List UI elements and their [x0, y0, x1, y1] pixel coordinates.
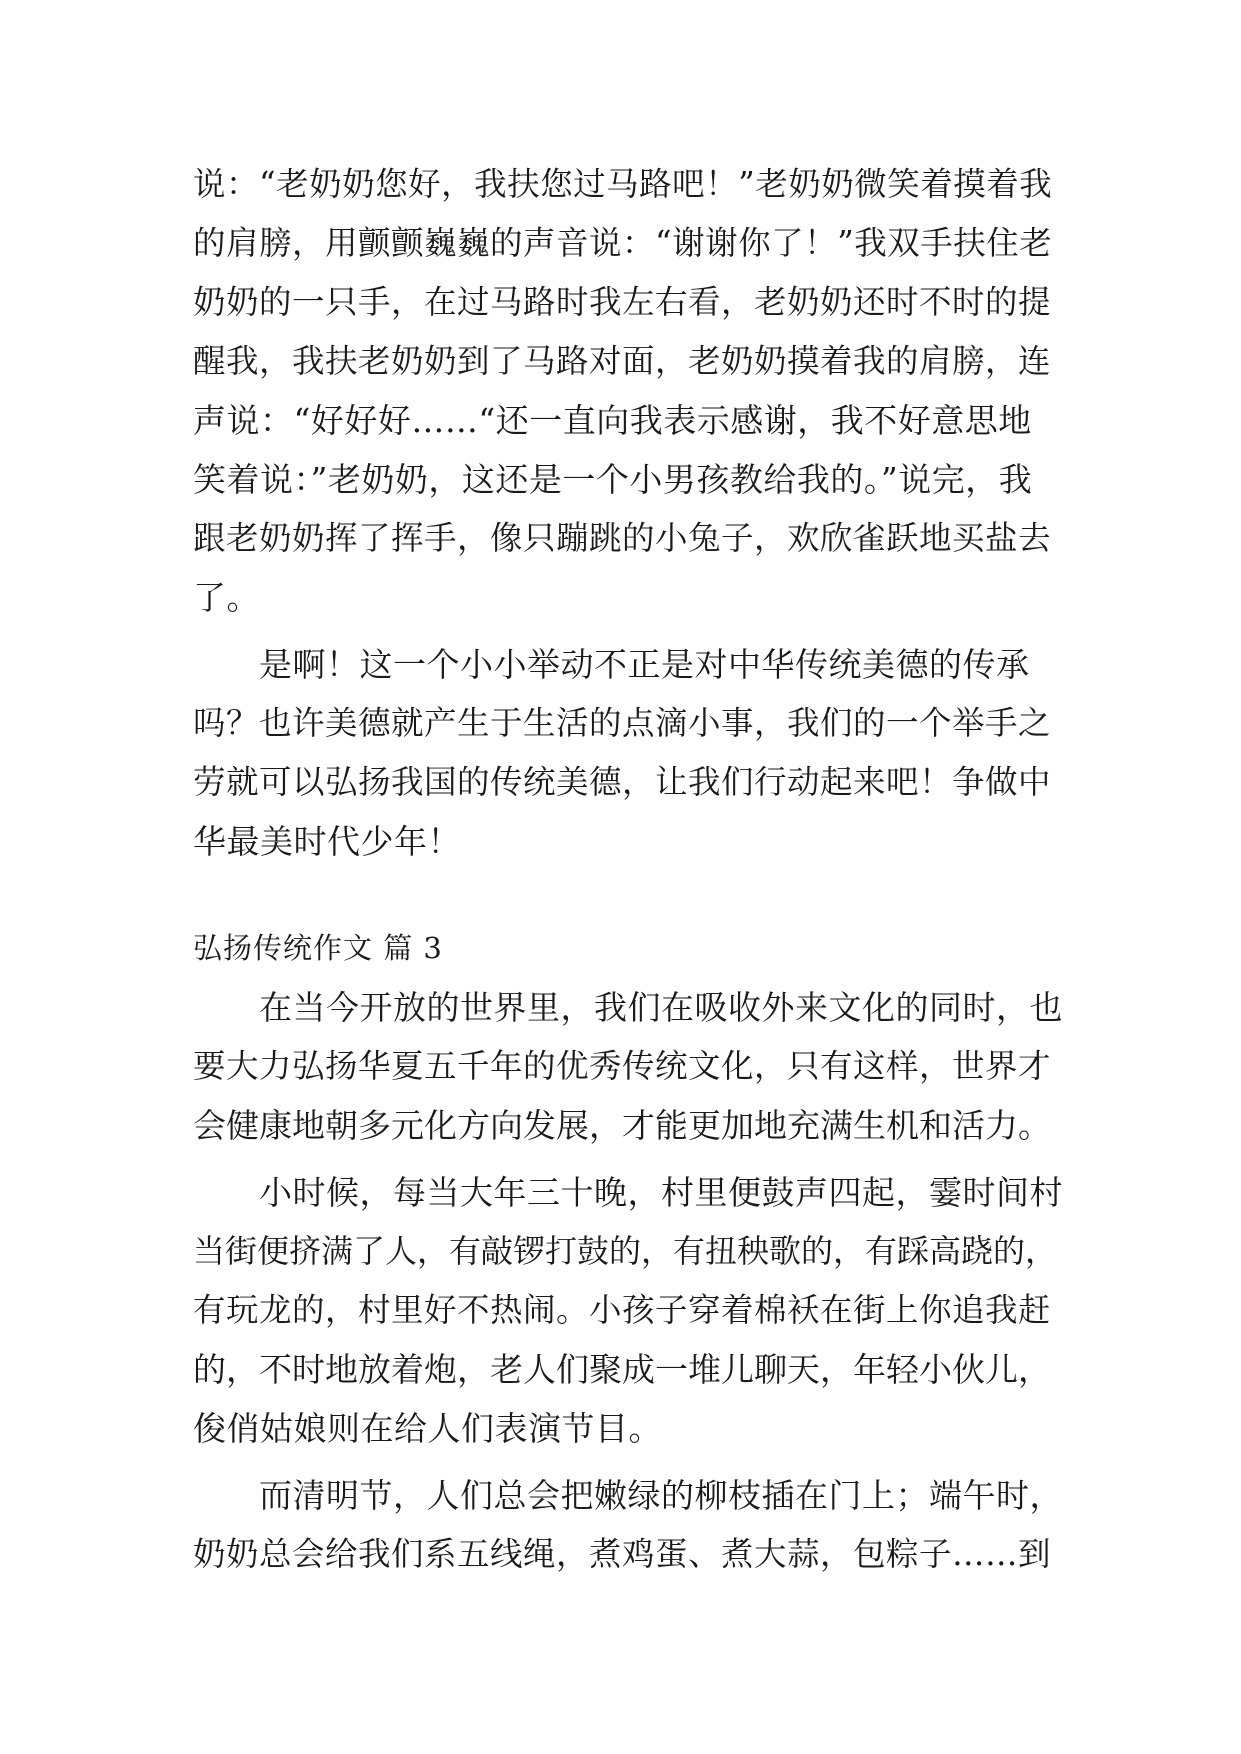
- text-line: 吗？也许美德就产生于生活的点滴小事，我们的一个举手之: [193, 704, 1052, 742]
- text-line: 奶奶总会给我们系五线绳，煮鸡蛋、煮大蒜，包粽子……到: [193, 1535, 1052, 1573]
- text-line: 劳就可以弘扬我国的传统美德，让我们行动起来吧！争做中: [193, 763, 1052, 801]
- text-line: 俊俏姑娘则在给人们表演节目。: [193, 1409, 662, 1448]
- text-line: 当街便挤满了人，有敲锣打鼓的，有扭秧歌的，有踩高跷的，: [193, 1232, 1058, 1270]
- text-line: 而清明节，人们总会把嫩绿的柳枝插在门上；端午时，: [259, 1476, 1063, 1515]
- paragraph: [193, 1163, 1063, 1458]
- text-line: 声说：“好好好……“还一直向我表示感谢，我不好意思地: [193, 401, 1032, 440]
- paragraph-gap: [193, 1458, 1063, 1466]
- text-line: 小时候，每当大年三十晚，村里便鼓声四起，霎时间村: [259, 1173, 1063, 1212]
- section-gap: [193, 871, 1063, 919]
- text-line: 有玩龙的，村里好不热闹。小孩子穿着棉袄在街上你追我赶: [193, 1291, 1052, 1329]
- section-heading: 弘扬传统作文 篇 3: [193, 931, 443, 965]
- text-line: 醒我，我扶老奶奶到了马路对面，老奶奶摸着我的肩膀，连: [193, 342, 1052, 380]
- text-line: 的肩膀，用颤颤巍巍的声音说：“谢谢你了！”我双手扶住老: [193, 224, 1053, 262]
- text-line: 跟老奶奶挥了挥手，像只蹦跳的小兔子，欢欣雀跃地买盐去: [193, 519, 1052, 557]
- text-line: 是啊！这一个小小举动不正是对中华传统美德的传承: [259, 645, 1030, 684]
- paragraph: [193, 155, 1063, 627]
- text-line: 说：“老奶奶您好，我扶您过马路吧！”老奶奶微笑着摸着我: [193, 165, 1053, 203]
- text-line: 在当今开放的世界里，我们在吸收外来文化的同时，也: [259, 988, 1063, 1027]
- text-line: 笑着说：”老奶奶，这还是一个小男孩教给我的。”说完，我: [193, 460, 1033, 499]
- text-line: 要大力弘扬华夏五千年的优秀传统文化，只有这样，世界才: [193, 1047, 1052, 1085]
- text-line: 奶奶的一只手，在过马路时我左右看，老奶奶还时不时的提: [193, 283, 1052, 321]
- paragraph: [193, 635, 1063, 871]
- text-line: 了。: [193, 578, 260, 617]
- paragraph: [193, 978, 1063, 1155]
- text-line: 会健康地朝多元化方向发展，才能更加地充满生机和活力。: [193, 1106, 1051, 1145]
- paragraph: [193, 1466, 1063, 1584]
- text-line: 的，不时地放着炮，老人们聚成一堆儿聊天，年轻小伙儿，: [193, 1350, 1051, 1389]
- document-page: [193, 155, 1063, 1584]
- text-line: 华最美时代少年！: [193, 822, 461, 861]
- paragraph-gap: [193, 627, 1063, 635]
- paragraph-gap: [193, 1155, 1063, 1163]
